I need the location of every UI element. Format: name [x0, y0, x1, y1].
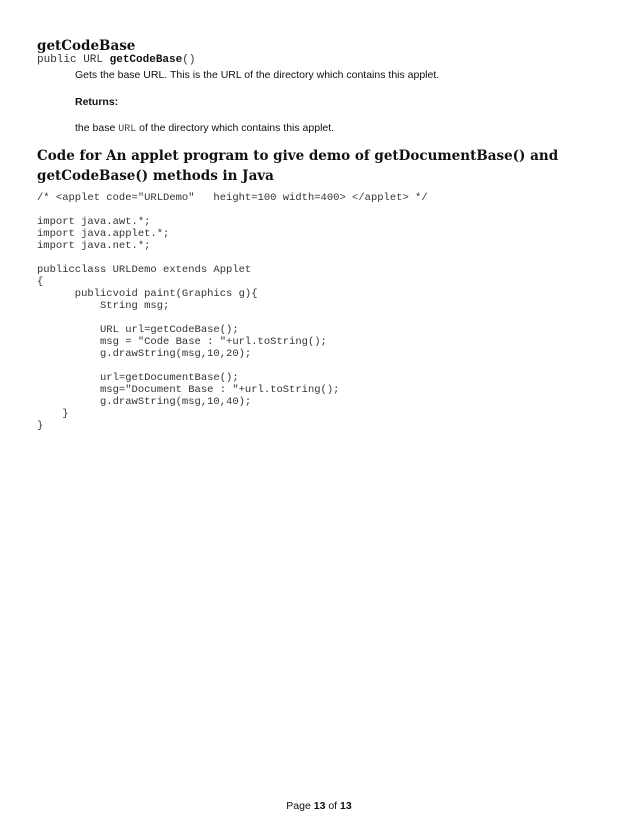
method-heading: getCodeBase [37, 38, 136, 54]
code-line: import java.awt.*; [37, 216, 151, 228]
signature-prefix: public URL [37, 54, 110, 66]
code-line: g.drawString(msg,10,40); [37, 396, 252, 408]
code-line: { [37, 276, 44, 288]
page-footer [0, 800, 638, 812]
code-line: import java.applet.*; [37, 228, 170, 240]
footer-of-word: of [328, 800, 338, 812]
returns-code: URL [118, 124, 137, 135]
total-pages-number: 13 [340, 800, 352, 812]
current-page-number: 13 [313, 800, 326, 812]
code-line [37, 204, 597, 216]
code-line [37, 312, 597, 324]
method-signature [37, 54, 195, 66]
code-line: } [37, 420, 44, 432]
returns-description [75, 122, 334, 135]
code-line: publicclass URLDemo extends Applet [37, 264, 252, 276]
code-line: publicvoid paint(Graphics g){ [37, 288, 258, 300]
signature-suffix: () [182, 54, 196, 66]
code-line: g.drawString(msg,10,20); [37, 348, 252, 360]
code-line: url=getDocumentBase(); [37, 372, 239, 384]
code-line: URL url=getCodeBase(); [37, 324, 239, 336]
code-line: msg = "Code Base : "+url.toString(); [37, 336, 327, 348]
code-line: } [37, 408, 69, 420]
code-line [37, 252, 597, 264]
returns-label: Returns: [75, 96, 119, 108]
code-line: msg="Document Base : "+url.toString(); [37, 384, 340, 396]
code-listing [37, 192, 597, 432]
code-line: import java.net.*; [37, 240, 151, 252]
code-line: /* <applet code="URLDemo" height=100 width=400> </applet> */ [37, 192, 428, 204]
code-line: String msg; [37, 300, 170, 312]
returns-text-post: of the directory which contains this applet. [136, 122, 335, 134]
section-title: Code for An applet program to give demo of getDocumentBase() and getCodeBase() methods in Java [37, 148, 559, 184]
code-line [37, 360, 597, 372]
returns-text-pre: the base [75, 122, 119, 134]
signature-method-name: getCodeBase [109, 54, 183, 66]
footer-page-word: Page [286, 800, 311, 812]
method-description: Gets the base URL. This is the URL of the directory which contains this applet. [75, 69, 440, 81]
